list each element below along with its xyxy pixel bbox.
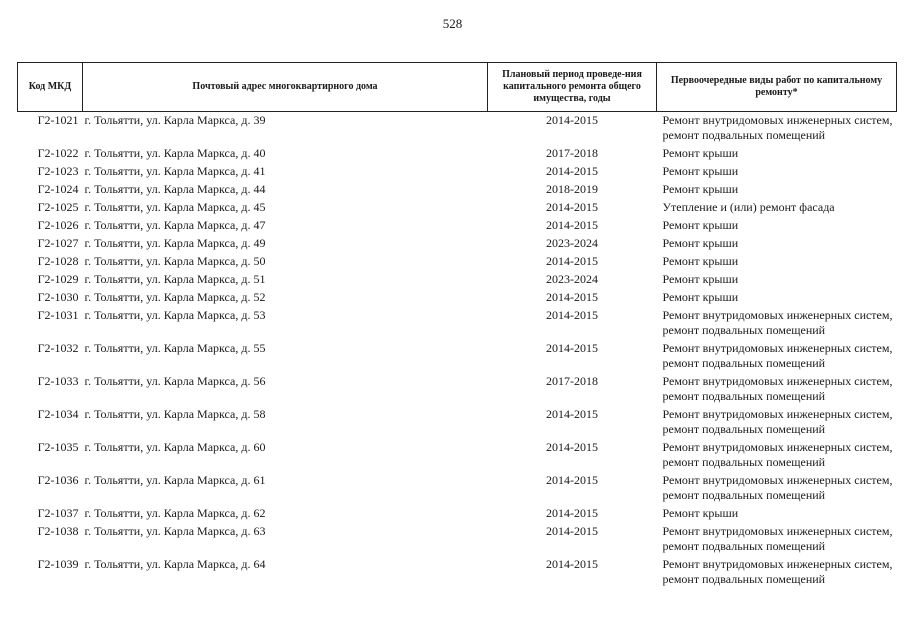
works-cell (657, 406, 897, 439)
works-cell (657, 340, 897, 373)
period-cell: 2017-2018 (546, 146, 598, 160)
works-line: Ремонт крыши (662, 164, 739, 178)
mkd-code-cell: Г2-1027 (37, 236, 79, 250)
works-cell (657, 181, 897, 199)
period-cell: 2014-2015 (546, 440, 598, 454)
works-line: Ремонт крыши (662, 236, 739, 250)
works-line: ремонт подвальных помещений (662, 455, 826, 469)
mkd-code-cell: Г2-1029 (37, 272, 79, 286)
works-cell (657, 145, 897, 163)
address-cell: г. Тольятти, ул. Карла Маркса, д. 53 (84, 308, 266, 322)
table-row (18, 406, 897, 439)
works-cell (657, 217, 897, 235)
address-cell: г. Тольятти, ул. Карла Маркса, д. 63 (84, 524, 266, 538)
mkd-code-cell: Г2-1024 (37, 182, 79, 196)
works-line: Ремонт крыши (662, 146, 739, 160)
mkd-code-cell: Г2-1023 (37, 164, 79, 178)
table-row (18, 373, 897, 406)
mkd-code-cell: Г2-1037 (37, 506, 79, 520)
header-row (18, 63, 897, 112)
address-cell: г. Тольятти, ул. Карла Маркса, д. 49 (84, 236, 266, 250)
works-line: Ремонт крыши (662, 506, 739, 520)
table-row (18, 340, 897, 373)
address-cell: г. Тольятти, ул. Карла Маркса, д. 50 (84, 254, 266, 268)
works-cell (657, 556, 897, 589)
works-line: Ремонт внутридомовых инженерных систем, (662, 440, 893, 454)
header-address: Почтовый адрес многоквартирного дома (83, 63, 488, 112)
table-row (18, 523, 897, 556)
table-row (18, 217, 897, 235)
period-cell: 2014-2015 (546, 506, 598, 520)
address-cell: г. Тольятти, ул. Карла Маркса, д. 40 (84, 146, 266, 160)
period-cell: 2014-2015 (546, 200, 598, 214)
address-cell: г. Тольятти, ул. Карла Маркса, д. 56 (84, 374, 266, 388)
mkd-code-cell: Г2-1034 (37, 407, 79, 421)
mkd-code-cell: Г2-1036 (37, 473, 79, 487)
works-line: ремонт подвальных помещений (662, 323, 826, 337)
works-line: Ремонт внутридомовых инженерных систем, (662, 473, 893, 487)
period-cell: 2014-2015 (546, 407, 598, 421)
period-cell: 2017-2018 (546, 374, 598, 388)
address-cell: г. Тольятти, ул. Карла Маркса, д. 47 (84, 218, 266, 232)
works-cell (657, 439, 897, 472)
mkd-code-cell: Г2-1031 (37, 308, 79, 322)
works-cell (657, 373, 897, 406)
mkd-code-cell: Г2-1033 (37, 374, 79, 388)
address-cell: г. Тольятти, ул. Карла Маркса, д. 39 (84, 113, 266, 127)
period-cell: 2014-2015 (546, 473, 598, 487)
works-line: ремонт подвальных помещений (662, 389, 826, 403)
header-code: Код МКД (18, 63, 83, 112)
address-cell: г. Тольятти, ул. Карла Маркса, д. 62 (84, 506, 266, 520)
period-cell: 2014-2015 (546, 524, 598, 538)
works-line: Ремонт внутридомовых инженерных систем, (662, 557, 893, 571)
works-line: Ремонт крыши (662, 272, 739, 286)
capital-repair-table (17, 62, 897, 589)
works-cell (657, 163, 897, 181)
works-line: Ремонт внутридомовых инженерных систем, (662, 308, 893, 322)
table-row (18, 505, 897, 523)
mkd-code-cell: Г2-1022 (37, 146, 79, 160)
table-row (18, 439, 897, 472)
table-row (18, 253, 897, 271)
table-row (18, 145, 897, 163)
mkd-code-cell: Г2-1030 (37, 290, 79, 304)
table-row (18, 235, 897, 253)
address-cell: г. Тольятти, ул. Карла Маркса, д. 58 (84, 407, 266, 421)
works-cell (657, 289, 897, 307)
works-cell (657, 271, 897, 289)
works-line: ремонт подвальных помещений (662, 488, 826, 502)
period-cell: 2014-2015 (546, 113, 598, 127)
works-line: Ремонт внутридомовых инженерных систем, (662, 407, 893, 421)
table-header (18, 63, 897, 112)
address-cell: г. Тольятти, ул. Карла Маркса, д. 52 (84, 290, 266, 304)
period-cell: 2014-2015 (546, 341, 598, 355)
table-row (18, 199, 897, 217)
address-cell: г. Тольятти, ул. Карла Маркса, д. 55 (84, 341, 266, 355)
works-line: Ремонт крыши (662, 290, 739, 304)
works-line: ремонт подвальных помещений (662, 422, 826, 436)
address-cell: г. Тольятти, ул. Карла Маркса, д. 51 (84, 272, 266, 286)
works-cell (657, 235, 897, 253)
period-cell: 2014-2015 (546, 254, 598, 268)
page-number: 528 (442, 16, 463, 31)
period-cell: 2014-2015 (546, 557, 598, 571)
period-cell: 2014-2015 (546, 290, 598, 304)
works-cell (657, 523, 897, 556)
mkd-code-cell: Г2-1035 (37, 440, 79, 454)
works-line: Ремонт крыши (662, 254, 739, 268)
works-line: Ремонт внутридомовых инженерных систем, (662, 374, 893, 388)
period-cell: 2014-2015 (546, 308, 598, 322)
works-cell (657, 307, 897, 340)
mkd-code-cell: Г2-1021 (37, 113, 79, 127)
header-works: Первоочередные виды работ по капитальному ремонту* (657, 63, 897, 112)
period-cell: 2023-2024 (546, 236, 598, 250)
works-line: ремонт подвальных помещений (662, 539, 826, 553)
mkd-code-cell: Г2-1032 (37, 341, 79, 355)
address-cell: г. Тольятти, ул. Карла Маркса, д. 45 (84, 200, 266, 214)
table-row (18, 163, 897, 181)
address-cell: г. Тольятти, ул. Карла Маркса, д. 41 (84, 164, 266, 178)
mkd-code-cell: Г2-1025 (37, 200, 79, 214)
works-cell (657, 112, 897, 146)
table-body (18, 112, 897, 590)
works-line: ремонт подвальных помещений (662, 128, 826, 142)
period-cell: 2014-2015 (546, 218, 598, 232)
works-cell (657, 472, 897, 505)
table-row (18, 289, 897, 307)
address-cell: г. Тольятти, ул. Карла Маркса, д. 60 (84, 440, 266, 454)
period-cell: 2014-2015 (546, 164, 598, 178)
mkd-code-cell: Г2-1038 (37, 524, 79, 538)
mkd-code-cell: Г2-1026 (37, 218, 79, 232)
address-cell: г. Тольятти, ул. Карла Маркса, д. 64 (84, 557, 266, 571)
table-row (18, 181, 897, 199)
works-line: ремонт подвальных помещений (662, 572, 826, 586)
works-line: Утепление и (или) ремонт фасада (662, 200, 835, 214)
works-cell (657, 199, 897, 217)
works-line: Ремонт внутридомовых инженерных систем, (662, 113, 893, 127)
works-cell (657, 505, 897, 523)
period-cell: 2018-2019 (546, 182, 598, 196)
table-row (18, 112, 897, 146)
table-row (18, 556, 897, 589)
works-line: ремонт подвальных помещений (662, 356, 826, 370)
address-cell: г. Тольятти, ул. Карла Маркса, д. 61 (84, 473, 266, 487)
mkd-code-cell: Г2-1039 (37, 557, 79, 571)
table-row (18, 472, 897, 505)
table-row (18, 271, 897, 289)
works-line: Ремонт крыши (662, 218, 739, 232)
header-period: Плановый период проведе-ния капитального ремонта общего имущества, годы (488, 63, 657, 112)
works-line: Ремонт внутридомовых инженерных систем, (662, 341, 893, 355)
period-cell: 2023-2024 (546, 272, 598, 286)
address-cell: г. Тольятти, ул. Карла Маркса, д. 44 (84, 182, 266, 196)
works-cell (657, 253, 897, 271)
mkd-code-cell: Г2-1028 (37, 254, 79, 268)
works-line: Ремонт внутридомовых инженерных систем, (662, 524, 893, 538)
table-row (18, 307, 897, 340)
works-line: Ремонт крыши (662, 182, 739, 196)
